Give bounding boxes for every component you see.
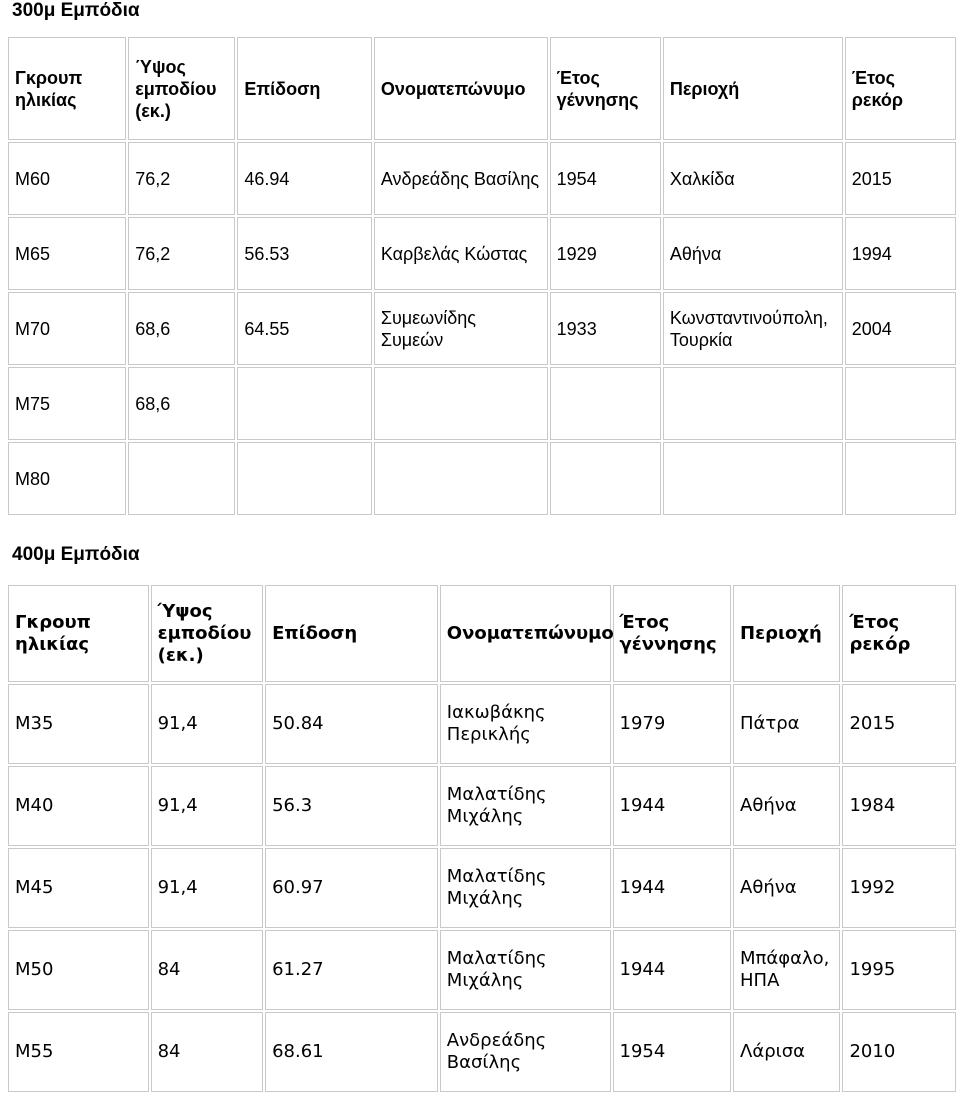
cell-age-group: M65 <box>8 217 126 290</box>
cell-birth-year <box>550 442 661 515</box>
header-record-year: Έτος ρεκόρ <box>842 585 956 682</box>
cell-record-year: 2015 <box>845 142 956 215</box>
header-region: Περιοχή <box>733 585 840 682</box>
table-row <box>8 930 956 1010</box>
cell-hurdle-height: 68,6 <box>128 292 235 365</box>
cell-region: Αθήνα <box>733 766 840 846</box>
table-row <box>8 142 956 215</box>
cell-hurdle-height <box>128 442 235 515</box>
header-region: Περιοχή <box>663 37 843 140</box>
cell-birth-year: 1929 <box>550 217 661 290</box>
cell-hurdle-height: 68,6 <box>128 367 235 440</box>
cell-region: Αθήνα <box>663 217 843 290</box>
cell-age-group: M55 <box>8 1012 149 1092</box>
cell-name: Ιακωβάκης Περικλής <box>440 684 611 764</box>
cell-region: Χαλκίδα <box>663 142 843 215</box>
cell-region <box>663 442 843 515</box>
cell-name: Ανδρεάδης Βασίλης <box>440 1012 611 1092</box>
cell-region: Μπάφαλο, ΗΠΑ <box>733 930 840 1010</box>
table-header-row <box>8 585 956 682</box>
header-performance: Επίδοση <box>237 37 371 140</box>
header-age-group: Γκρουπ ηλικίας <box>8 37 126 140</box>
cell-performance: 56.53 <box>237 217 371 290</box>
cell-age-group: M60 <box>8 142 126 215</box>
cell-birth-year: 1954 <box>550 142 661 215</box>
header-age-group: Γκρουπ ηλικίας <box>8 585 149 682</box>
cell-age-group: M35 <box>8 684 149 764</box>
cell-age-group: M45 <box>8 848 149 928</box>
records-table-300m-hurdles <box>6 35 958 517</box>
cell-birth-year: 1933 <box>550 292 661 365</box>
cell-performance: 56.3 <box>265 766 438 846</box>
cell-age-group: M40 <box>8 766 149 846</box>
cell-record-year: 2015 <box>842 684 956 764</box>
cell-performance: 61.27 <box>265 930 438 1010</box>
header-birth-year: Έτος γέννησης <box>613 585 732 682</box>
header-birth-year: Έτος γέννησης <box>550 37 661 140</box>
cell-hurdle-height: 76,2 <box>128 217 235 290</box>
section-title-300m: 300μ Εμπόδια <box>12 0 140 21</box>
cell-hurdle-height: 91,4 <box>151 684 263 764</box>
cell-record-year: 2010 <box>842 1012 956 1092</box>
cell-record-year: 1992 <box>842 848 956 928</box>
header-hurdle-height: Ύψος εμποδίου (εκ.) <box>128 37 235 140</box>
cell-name: Καρβελάς Κώστας <box>374 217 548 290</box>
table-row <box>8 442 956 515</box>
cell-name: Ανδρεάδης Βασίλης <box>374 142 548 215</box>
cell-name <box>374 442 548 515</box>
cell-hurdle-height: 76,2 <box>128 142 235 215</box>
cell-region: Λάρισα <box>733 1012 840 1092</box>
cell-hurdle-height: 91,4 <box>151 766 263 846</box>
cell-hurdle-height: 84 <box>151 1012 263 1092</box>
header-record-year: Έτος ρεκόρ <box>845 37 956 140</box>
cell-region: Πάτρα <box>733 684 840 764</box>
header-hurdle-height: Ύψος εμποδίου (εκ.) <box>151 585 263 682</box>
header-name: Ονοματεπώνυμο <box>440 585 611 682</box>
cell-name: Συμεωνίδης Συμεών <box>374 292 548 365</box>
cell-record-year: 1994 <box>845 217 956 290</box>
table-row <box>8 217 956 290</box>
cell-birth-year: 1944 <box>613 848 732 928</box>
cell-age-group: M80 <box>8 442 126 515</box>
cell-age-group: M70 <box>8 292 126 365</box>
table-row <box>8 684 956 764</box>
cell-record-year <box>845 367 956 440</box>
cell-hurdle-height: 84 <box>151 930 263 1010</box>
cell-birth-year: 1944 <box>613 766 732 846</box>
cell-hurdle-height: 91,4 <box>151 848 263 928</box>
cell-age-group: M50 <box>8 930 149 1010</box>
cell-region: Αθήνα <box>733 848 840 928</box>
cell-birth-year: 1954 <box>613 1012 732 1092</box>
table-row <box>8 1012 956 1092</box>
cell-performance: 68.61 <box>265 1012 438 1092</box>
cell-region: Κωνσταντινούπολη, Τουρκία <box>663 292 843 365</box>
cell-performance: 46.94 <box>237 142 371 215</box>
cell-region <box>663 367 843 440</box>
cell-name <box>374 367 548 440</box>
cell-birth-year: 1944 <box>613 930 732 1010</box>
cell-performance: 64.55 <box>237 292 371 365</box>
cell-birth-year <box>550 367 661 440</box>
table-row <box>8 848 956 928</box>
cell-performance: 50.84 <box>265 684 438 764</box>
cell-record-year <box>845 442 956 515</box>
cell-record-year: 2004 <box>845 292 956 365</box>
cell-name: Μαλατίδης Μιχάλης <box>440 848 611 928</box>
table-row <box>8 292 956 365</box>
cell-record-year: 1995 <box>842 930 956 1010</box>
records-table-400m-hurdles <box>6 583 958 1094</box>
cell-name: Μαλατίδης Μιχάλης <box>440 930 611 1010</box>
cell-name: Μαλατίδης Μιχάλης <box>440 766 611 846</box>
cell-performance <box>237 367 371 440</box>
cell-record-year: 1984 <box>842 766 956 846</box>
table-row <box>8 367 956 440</box>
cell-performance <box>237 442 371 515</box>
cell-age-group: M75 <box>8 367 126 440</box>
table-row <box>8 766 956 846</box>
section-title-400m: 400μ Εμπόδια <box>12 544 140 565</box>
header-name: Ονοματεπώνυμο <box>374 37 548 140</box>
header-performance: Επίδοση <box>265 585 438 682</box>
cell-birth-year: 1979 <box>613 684 732 764</box>
cell-performance: 60.97 <box>265 848 438 928</box>
table-header-row <box>8 37 956 140</box>
